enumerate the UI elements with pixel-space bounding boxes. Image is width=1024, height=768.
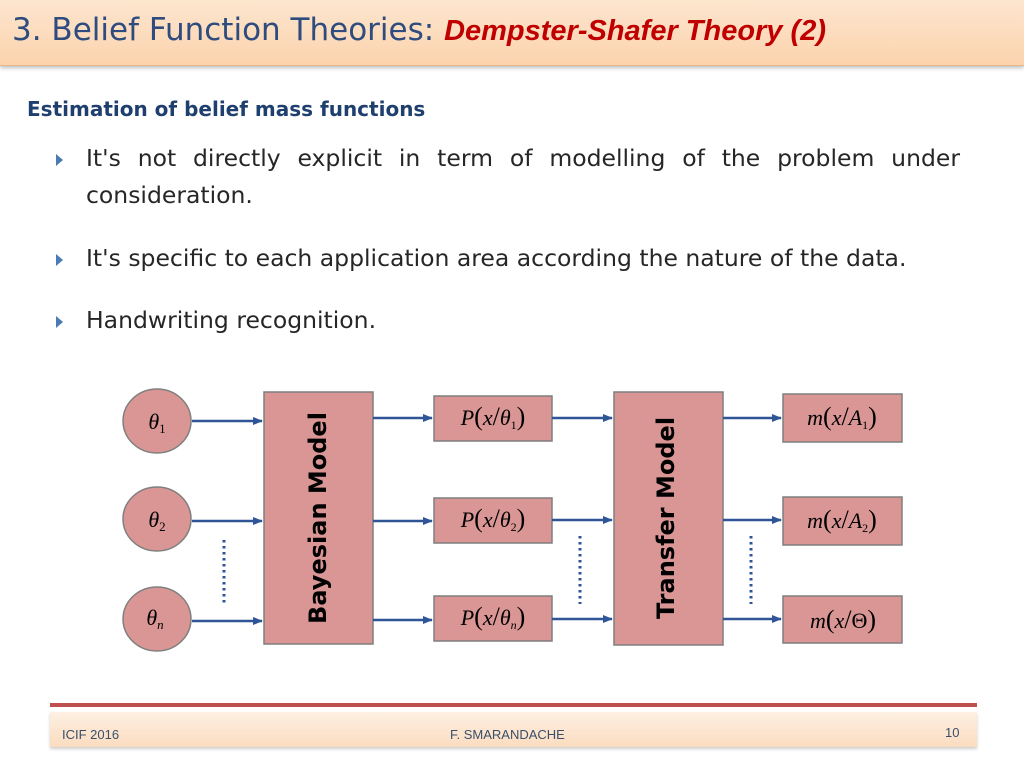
func-label: m [809, 608, 826, 633]
bullet-text: It's not directly explicit in term of modelling of the problem under consideration. [86, 144, 960, 209]
given-label: θ [499, 605, 511, 630]
input-subscript: n [157, 617, 164, 632]
title-subtitle: Dempster-Shafer Theory (2) [444, 15, 826, 47]
svg-text:m(x/Θ): m(x/Θ) [809, 605, 877, 634]
title-main-text: 3. Belief Function Theories: [12, 12, 445, 48]
subscript-label: n [510, 618, 517, 632]
input-subscript: 2 [159, 519, 166, 534]
probability-box-n [434, 596, 552, 641]
input-node-n [123, 587, 191, 651]
bayesian-model-box [264, 392, 373, 644]
bullet-text: Handwriting recognition. [86, 306, 377, 334]
input-node-2 [123, 487, 191, 551]
given-label: θ [499, 507, 511, 532]
var-label: x [831, 508, 842, 533]
subscript-label: 2 [862, 521, 869, 535]
bayesian-model-label: Bayesian Model [304, 412, 332, 624]
given-label: Θ [851, 608, 868, 633]
transfer-model-label: Transfer Model [652, 416, 680, 620]
input-subscript: 1 [159, 421, 166, 436]
func-label: P [460, 405, 475, 430]
subscript-label: 1 [862, 418, 869, 432]
func-label: m [807, 405, 824, 430]
mass-box-theta [783, 596, 902, 643]
footer-conference: ICIF 2016 [62, 727, 120, 742]
probability-box-1 [434, 396, 552, 441]
input-symbol: θ [146, 605, 158, 630]
svg-text:m(x/A2): m(x/A2) [807, 505, 877, 535]
input-symbol: θ [148, 409, 160, 434]
given-label: A [848, 405, 863, 430]
svg-text:m(x/A1): m(x/A1) [807, 402, 877, 432]
transfer-model-box [614, 392, 723, 645]
var-label: x [482, 605, 493, 630]
var-label: x [482, 405, 493, 430]
var-label: x [834, 608, 845, 633]
footer-divider [50, 703, 977, 707]
mass-box-1 [783, 394, 902, 442]
func-label: P [460, 507, 475, 532]
mass-box-2 [783, 497, 902, 545]
svg-text:P(x/θn): P(x/θn) [460, 602, 526, 632]
given-label: A [848, 508, 863, 533]
page-number: 10 [945, 725, 960, 740]
section-heading: Estimation of belief mass functions [27, 97, 426, 121]
given-label: θ [499, 405, 511, 430]
input-node-1 [123, 389, 191, 453]
func-label: P [460, 605, 475, 630]
footer-author: F. SMARANDACHE [450, 727, 565, 742]
bullet-text: It's specific to each application area according the nature of the data. [86, 244, 907, 272]
subscript-label: 1 [510, 418, 517, 432]
probability-box-2 [434, 498, 552, 543]
svg-text:P(x/θ2): P(x/θ2) [460, 504, 526, 534]
var-label: x [831, 405, 842, 430]
func-label: m [807, 508, 824, 533]
subscript-label: 2 [510, 520, 517, 534]
var-label: x [482, 507, 493, 532]
input-symbol: θ [148, 507, 160, 532]
svg-text:P(x/θ1): P(x/θ1) [460, 402, 526, 432]
